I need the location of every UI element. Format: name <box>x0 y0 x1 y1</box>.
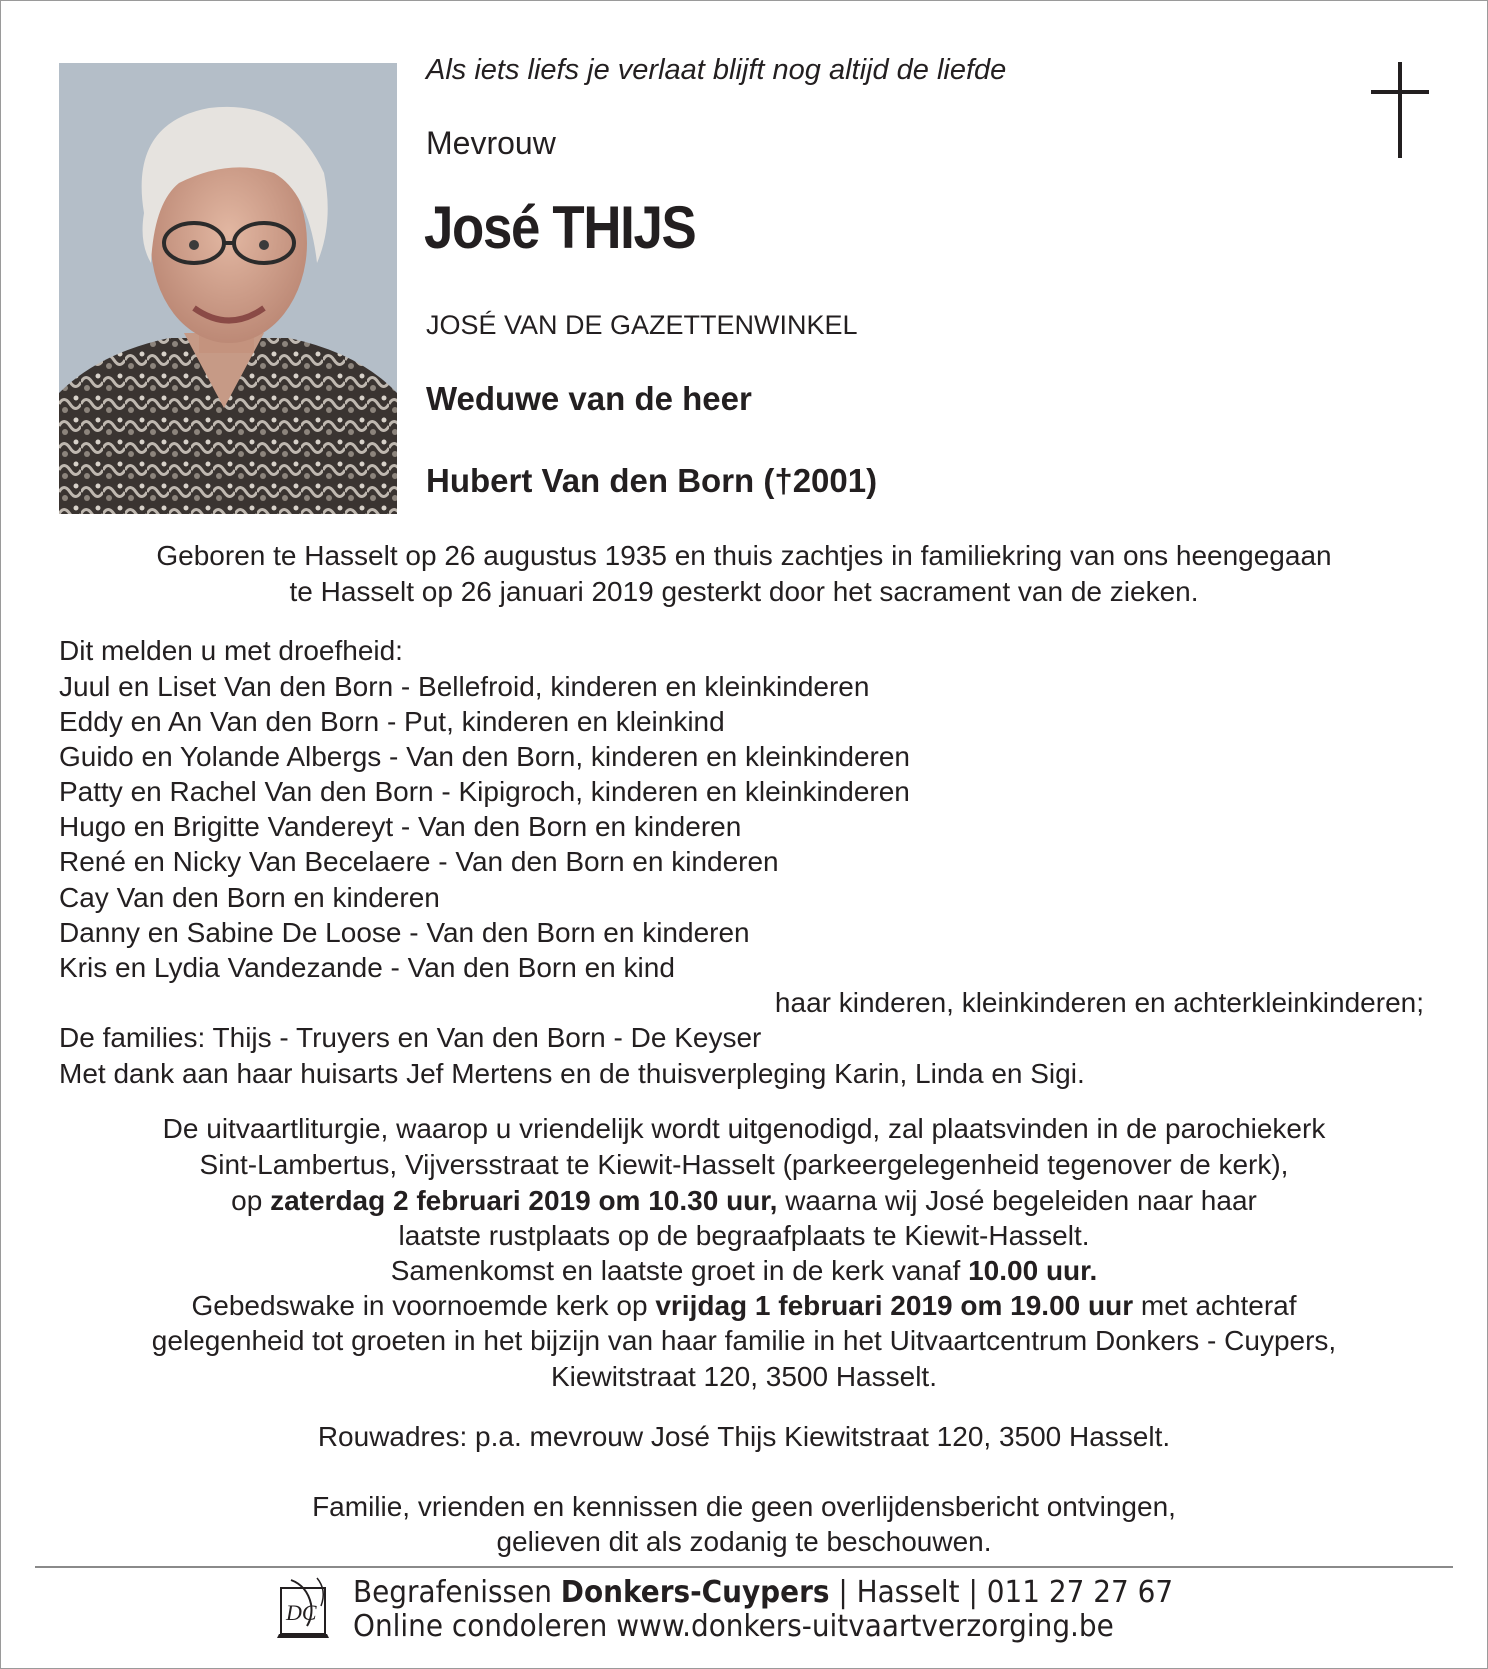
thanks-line: Met dank aan haar huisarts Jef Mertens en de thuisverpleging Karin, Linda en Sigi. <box>59 1058 1085 1089</box>
family-member: René en Nicky Van Becelaere - Van den Born en kinderen <box>59 846 779 877</box>
service-line-6: Gebedswake in voornoemde kerk op vrijdag 1 februari 2019 om 19.00 uur met achteraf <box>191 1290 1297 1321</box>
gathering-time: 10.00 uur. <box>968 1255 1098 1286</box>
family-member: Juul en Liset Van den Born - Bellefroid, kinderen en kleinkinderen <box>59 671 870 702</box>
family-intro: Dit melden u met droefheid: <box>59 635 403 666</box>
widow-label: Weduwe van de heer <box>426 380 752 417</box>
service-line-2: Sint-Lambertus, Vijversstraat te Kiewit-Hasselt (parkeergelegenheid tegenover de kerk), <box>199 1149 1289 1180</box>
donkers-cuypers-logo <box>277 1576 333 1640</box>
family-member: Hugo en Brigitte Vandereyt - Van den Born en kinderen <box>59 811 742 842</box>
footer-line-2: Online condoleren www.donkers-uitvaartverzorging.be <box>353 1609 1114 1644</box>
company-name: Donkers-Cuypers <box>560 1575 830 1610</box>
svg-text:DC: DC <box>286 1600 317 1625</box>
nickname: JOSÉ VAN DE GAZETTENWINKEL <box>426 310 858 340</box>
motto: Als iets liefs je verlaat blijft nog altijd de liefde <box>426 54 1007 86</box>
family-member: Cay Van den Born en kinderen <box>59 882 440 913</box>
families-line: De families: Thijs - Truyers en Van den Born - De Keyser <box>59 1022 762 1053</box>
cross-icon <box>1371 62 1429 158</box>
service-line-8: Kiewitstraat 120, 3500 Hasselt. <box>551 1361 937 1392</box>
family-summary: haar kinderen, kleinkinderen en achterkleinkinderen; <box>774 987 1424 1018</box>
portrait-photo <box>59 63 397 514</box>
funeral-date: zaterdag 2 februari 2019 om 10.30 uur, <box>270 1185 778 1216</box>
family-member: Guido en Yolande Albergs - Van den Born, kinderen en kleinkinderen <box>59 741 910 772</box>
service-line-7: gelegenheid tot groeten in het bijzijn van haar familie in het Uitvaartcentrum Donkers - Cuypers, <box>151 1325 1337 1356</box>
birth-line-2: te Hasselt op 26 januari 2019 gesterkt door het sacrament van de zieken. <box>289 576 1199 607</box>
footer-divider <box>35 1566 1453 1568</box>
family-member: Kris en Lydia Vandezande - Van den Born en kind <box>59 952 675 983</box>
family-member: Eddy en An Van den Born - Put, kinderen en kleinkind <box>59 706 725 737</box>
service-line-4: laatste rustplaats op de begraafplaats te Kiewit-Hasselt. <box>398 1220 1090 1251</box>
husband-name: Hubert Van den Born (†2001) <box>426 462 878 499</box>
notice-line-2: gelieven dit als zodanig te beschouwen. <box>496 1526 992 1557</box>
notice-line-1: Familie, vrienden en kennissen die geen overlijdensbericht ontvingen, <box>312 1491 1176 1522</box>
service-line-3: op zaterdag 2 februari 2019 om 10.30 uur, waarna wij José begeleiden naar haar <box>231 1185 1257 1216</box>
birth-line-1: Geboren te Hasselt op 26 augustus 1935 en thuis zachtjes in familiekring van ons heengegaan <box>156 540 1332 571</box>
service-line-1: De uitvaartliturgie, waarop u vriendelijk wordt uitgenodigd, zal plaatsvinden in de parochiekerk <box>162 1113 1326 1144</box>
mourning-address: Rouwadres: p.a. mevrouw José Thijs Kiewitstraat 120, 3500 Hasselt. <box>317 1421 1171 1452</box>
family-member: Danny en Sabine De Loose - Van den Born en kinderen <box>59 917 750 948</box>
vigil-date: vrijdag 1 februari 2019 om 19.00 uur <box>655 1290 1134 1321</box>
family-member: Patty en Rachel Van den Born - Kipigroch, kinderen en kleinkinderen <box>59 776 910 807</box>
footer-line-1: Begrafenissen Donkers-Cuypers | Hasselt | 011 27 27 67 <box>353 1575 1174 1610</box>
honorific-title: Mevrouw <box>426 125 556 161</box>
service-line-5: Samenkomst en laatste groet in de kerk vanaf 10.00 uur. <box>390 1255 1098 1286</box>
deceased-name: José THIJS <box>424 194 696 261</box>
